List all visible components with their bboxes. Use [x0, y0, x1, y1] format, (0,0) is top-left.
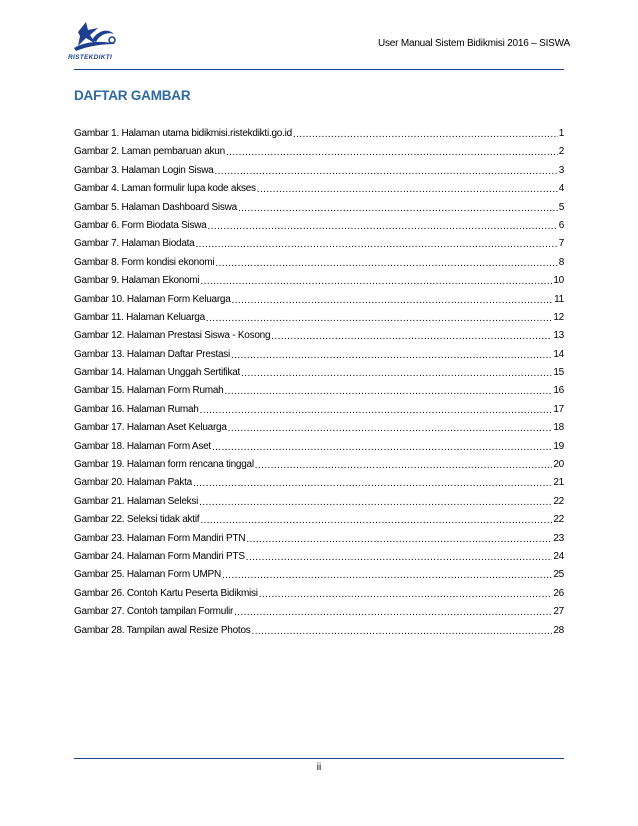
toc-entry[interactable]	[74, 312, 564, 330]
toc-entry-label: Gambar 21. Halaman Seleksi	[74, 495, 199, 507]
toc-leader-dots	[200, 405, 553, 415]
toc-entry-label: Gambar 27. Contoh tampilan Formulir	[74, 606, 234, 618]
toc-entry-page: 6	[558, 219, 564, 231]
toc-entry-page: 20	[553, 459, 564, 471]
toc-entry[interactable]	[74, 569, 564, 587]
toc-entry[interactable]	[74, 238, 564, 256]
header-title: User Manual Sistem Bidikmisi 2016 – SISWA	[377, 38, 570, 49]
toc-leader-dots	[224, 386, 552, 396]
toc-entry-page: 4	[558, 183, 564, 195]
toc-entry[interactable]	[74, 367, 564, 385]
toc-entry-label: Gambar 23. Halaman Form Mandiri PTN	[74, 532, 246, 544]
toc-entry[interactable]	[74, 165, 564, 183]
toc-entry-page: 25	[553, 569, 564, 581]
toc-entry-label: Gambar 15. Halaman Form Rumah	[74, 385, 224, 397]
toc-entry-label: Gambar 2. Laman pembaruan akun	[74, 146, 225, 158]
toc-entry[interactable]	[74, 257, 564, 275]
toc-entry-label: Gambar 28. Tampilan awal Resize Photos	[74, 624, 251, 636]
toc-leader-dots	[206, 313, 552, 323]
toc-entry-label: Gambar 7. Halaman Biodata	[74, 238, 195, 250]
toc-entry-page: 2	[558, 146, 564, 158]
toc-entry-page: 7	[558, 238, 564, 250]
toc-entry[interactable]	[74, 146, 564, 164]
toc-entry-label: Gambar 9. Halaman Ekonomi	[74, 275, 200, 287]
toc-entry-page: 23	[553, 532, 564, 544]
toc-entry-page: 3	[558, 164, 564, 176]
toc-entry[interactable]	[74, 275, 564, 293]
toc-entry-label: Gambar 22. Seleksi tidak aktif	[74, 514, 200, 526]
toc-entry-page: 16	[553, 385, 564, 397]
toc-entry[interactable]	[74, 551, 564, 569]
toc-entry-page: 21	[553, 477, 564, 489]
toc-entry-label: Gambar 16. Halaman Rumah	[74, 403, 199, 415]
figure-list	[74, 128, 564, 643]
toc-entry-label: Gambar 3. Halaman Login Siswa	[74, 164, 214, 176]
toc-leader-dots	[215, 166, 558, 176]
toc-entry-label: Gambar 24. Halaman Form Mandiri PTS	[74, 550, 245, 562]
footer-page-number: ii	[316, 762, 322, 773]
toc-entry-page: 8	[558, 256, 564, 268]
toc-leader-dots	[238, 203, 558, 213]
toc-entry-label: Gambar 26. Contoh Kartu Peserta Bidikmisi	[74, 587, 258, 599]
logo-graphic	[68, 18, 120, 54]
section-title: DAFTAR GAMBAR	[74, 88, 191, 103]
toc-entry-page: 17	[553, 403, 564, 415]
toc-entry-label: Gambar 4. Laman formulir lupa kode akses	[74, 183, 256, 195]
toc-leader-dots	[200, 276, 552, 286]
toc-entry-page: 19	[553, 440, 564, 452]
toc-entry-label: Gambar 14. Halaman Unggah Sertifikat	[74, 367, 241, 379]
toc-entry-page: 14	[553, 348, 564, 360]
toc-leader-dots	[259, 589, 553, 599]
toc-leader-dots	[222, 570, 552, 580]
toc-leader-dots	[246, 534, 552, 544]
toc-entry[interactable]	[74, 514, 564, 532]
toc-entry-label: Gambar 19. Halaman form rencana tinggal	[74, 459, 254, 471]
toc-leader-dots	[193, 478, 552, 488]
toc-entry[interactable]	[74, 202, 564, 220]
toc-entry-label: Gambar 1. Halaman utama bidikmisi.ristekdikti.go.id	[74, 128, 292, 139]
logo-text: RISTEKDIKTI	[68, 54, 113, 61]
footer-divider	[74, 758, 564, 759]
toc-entry-label: Gambar 12. Halaman Prestasi Siswa - Kosong	[74, 330, 271, 342]
toc-entry[interactable]	[74, 606, 564, 624]
toc-entry-page: 1	[558, 128, 564, 139]
toc-entry-label: Gambar 18. Halaman Form Aset	[74, 440, 211, 452]
toc-entry[interactable]	[74, 588, 564, 606]
toc-entry[interactable]	[74, 533, 564, 551]
toc-entry-label: Gambar 11. Halaman Keluarga	[74, 311, 205, 323]
header-divider	[74, 69, 564, 70]
toc-entry-page: 28	[553, 624, 564, 636]
toc-entry-page: 24	[553, 550, 564, 562]
toc-entry-page: 27	[553, 606, 564, 618]
toc-entry[interactable]	[74, 422, 564, 440]
toc-leader-dots	[234, 607, 552, 617]
toc-leader-dots	[232, 295, 554, 305]
toc-entry[interactable]	[74, 441, 564, 459]
toc-entry-label: Gambar 10. Halaman Form Keluarga	[74, 293, 231, 305]
toc-entry[interactable]	[74, 404, 564, 422]
toc-leader-dots	[271, 331, 552, 341]
toc-entry-page: 12	[553, 311, 564, 323]
toc-entry-label: Gambar 6. Form Biodata Siswa	[74, 219, 207, 231]
toc-entry-page: 15	[553, 367, 564, 379]
toc-entry[interactable]	[74, 459, 564, 477]
toc-leader-dots	[246, 552, 553, 562]
toc-leader-dots	[208, 221, 558, 231]
toc-entry[interactable]	[74, 220, 564, 238]
toc-entry[interactable]	[74, 625, 564, 643]
toc-leader-dots	[293, 129, 558, 139]
toc-leader-dots	[228, 423, 553, 433]
toc-entry-page: 13	[553, 330, 564, 342]
toc-entry-page: 11	[554, 293, 564, 305]
toc-entry-label: Gambar 13. Halaman Daftar Prestasi	[74, 348, 231, 360]
toc-leader-dots	[252, 626, 553, 636]
toc-leader-dots	[215, 258, 557, 268]
toc-entry[interactable]	[74, 496, 564, 514]
toc-entry-label: Gambar 5. Halaman Dashboard Siswa	[74, 201, 237, 213]
toc-entry-label: Gambar 25. Halaman Form UMPN	[74, 569, 221, 581]
toc-entry-label: Gambar 20. Halaman Pakta	[74, 477, 192, 489]
toc-entry-page: 10	[553, 275, 564, 287]
toc-leader-dots	[199, 497, 552, 507]
toc-leader-dots	[241, 368, 552, 378]
toc-entry[interactable]	[74, 349, 564, 367]
toc-leader-dots	[255, 460, 553, 470]
toc-entry[interactable]	[74, 385, 564, 403]
toc-entry[interactable]	[74, 477, 564, 495]
toc-leader-dots	[257, 184, 558, 194]
toc-entry-page: 22	[553, 514, 564, 526]
toc-entry-page: 18	[553, 422, 564, 434]
toc-entry-page: 5	[558, 201, 564, 213]
ristekdikti-logo-icon	[68, 18, 120, 66]
toc-leader-dots	[226, 147, 558, 157]
toc-entry-label: Gambar 17. Halaman Aset Keluarga	[74, 422, 227, 434]
toc-entry-page: 22	[553, 495, 564, 507]
toc-leader-dots	[212, 442, 552, 452]
toc-entry[interactable]	[74, 183, 564, 201]
toc-leader-dots	[195, 239, 557, 249]
toc-entry[interactable]	[74, 128, 564, 146]
toc-leader-dots	[231, 350, 552, 360]
toc-entry-page: 26	[553, 587, 564, 599]
toc-entry[interactable]	[74, 294, 564, 312]
toc-entry-label: Gambar 8. Form kondisi ekonomi	[74, 256, 215, 268]
toc-leader-dots	[200, 515, 552, 525]
toc-entry[interactable]	[74, 330, 564, 348]
